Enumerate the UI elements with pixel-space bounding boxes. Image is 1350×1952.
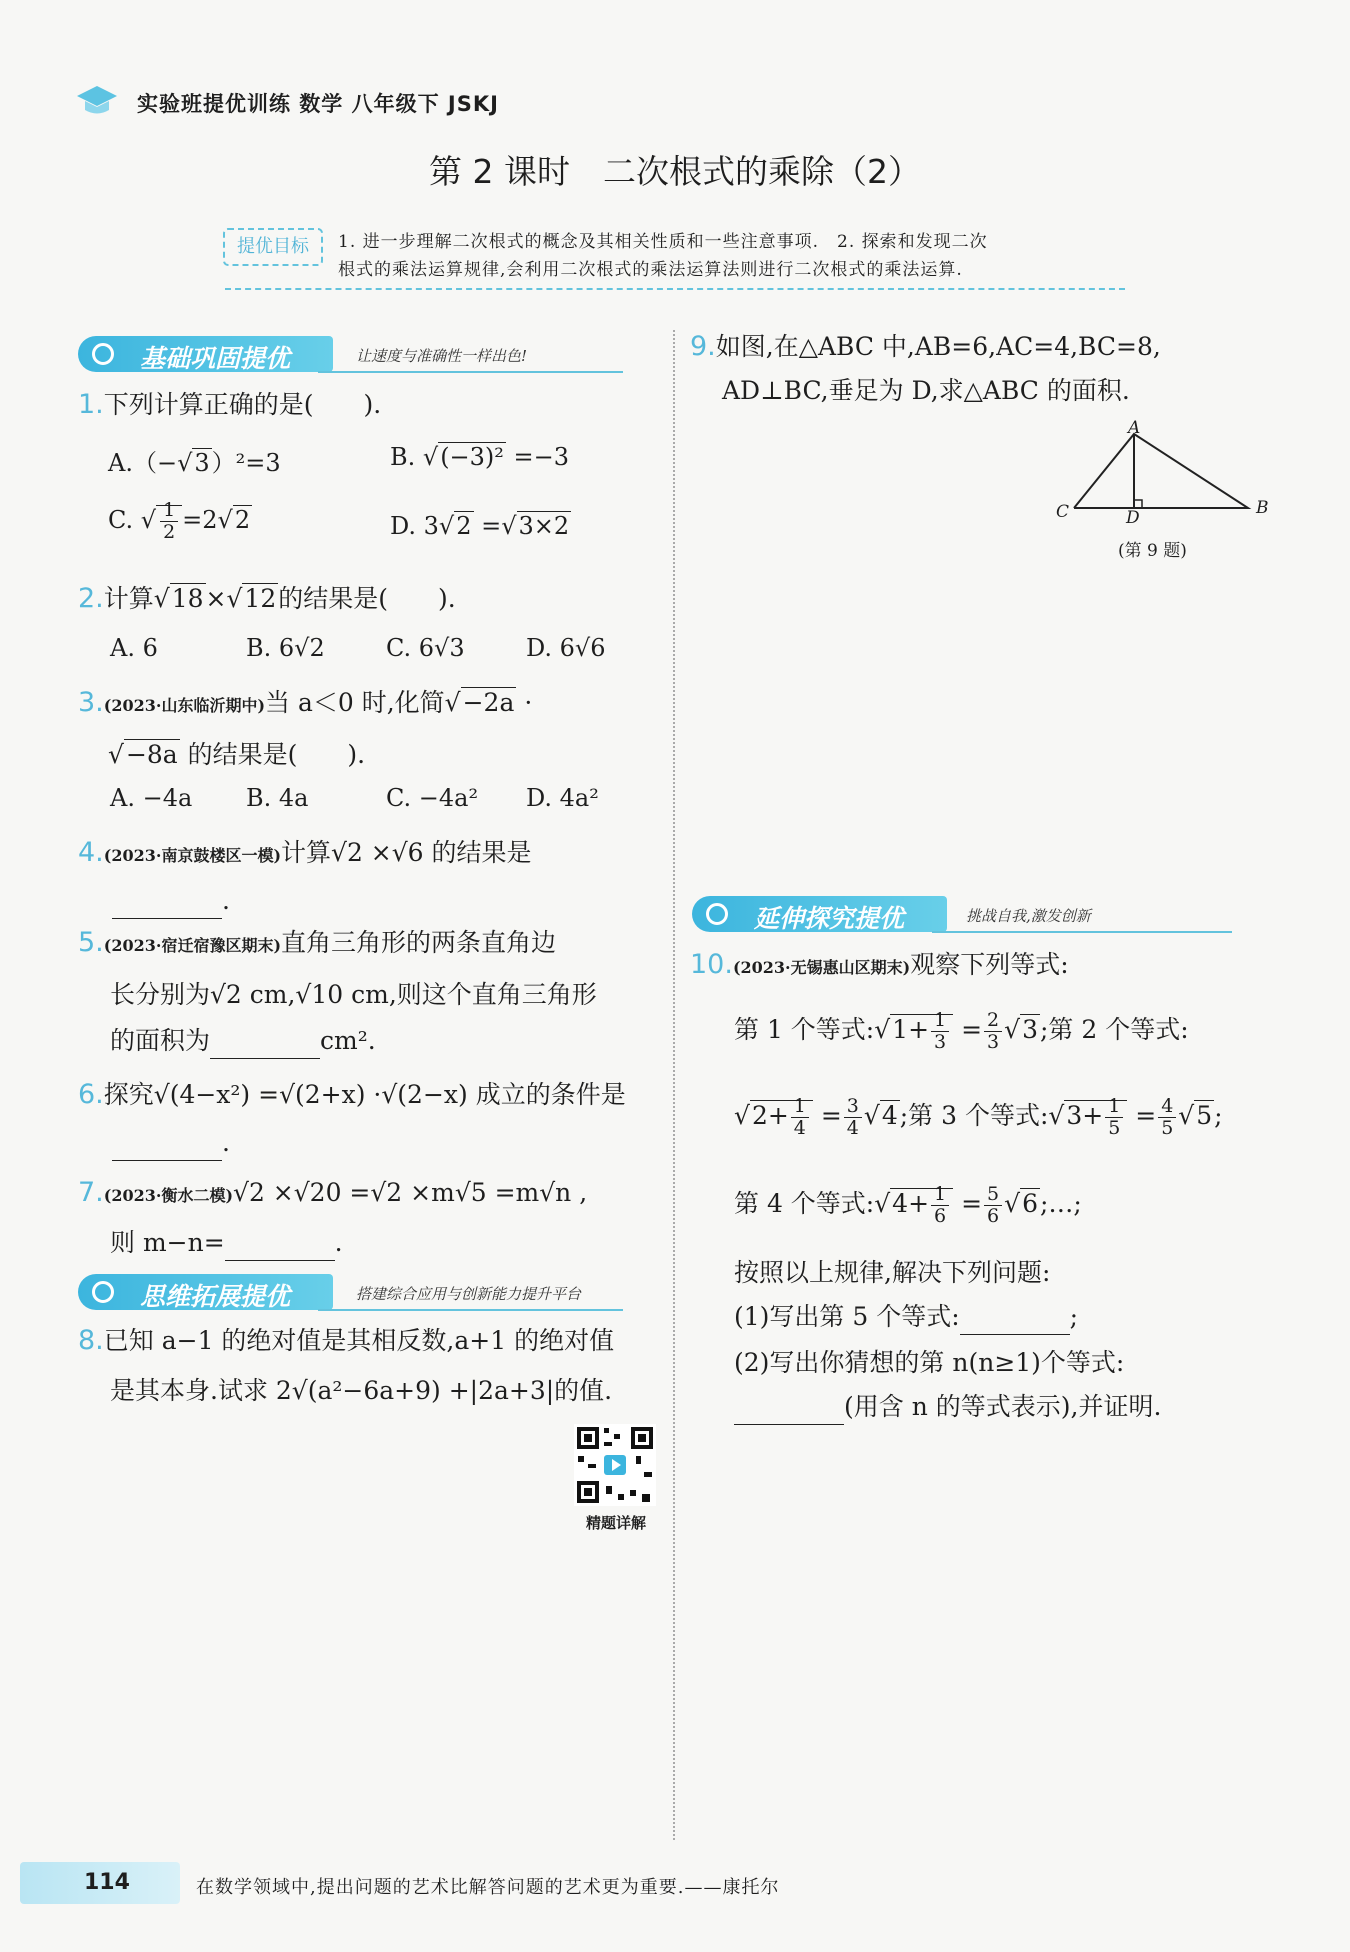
question-stem: 的面积为 [110, 1026, 211, 1055]
question-1 [78, 388, 381, 422]
equation-label: 第 1 个等式: [734, 1015, 875, 1044]
page-number: 114 [84, 1870, 130, 1895]
label-a: A [1128, 418, 1141, 438]
question-stem: 计算√2 ×√6 的结果是 [281, 838, 532, 867]
question-stem-tail: 的结果是( ). [187, 740, 366, 769]
section-basic-subtitle: 让速度与准确性一样出色! [356, 347, 528, 365]
section-extend [692, 896, 1237, 932]
question-number: 4. [78, 837, 104, 868]
objective-badge: 提优目标 [223, 228, 323, 266]
q1-option-d: D. 3√2 =√3×2 [390, 512, 570, 540]
question-5-line-2: 长分别为√2 cm,√10 cm,则这个直角三角形 [110, 980, 597, 1009]
question-number: 10. [690, 949, 733, 980]
question-stem: (1)写出第 5 个等式: [734, 1302, 960, 1331]
q2-option-a: A. 6 [110, 634, 158, 662]
question-source: (2023·南京鼓楼区一模) [103, 846, 282, 865]
question-stem: 已知 a−1 的绝对值是其相反数,a+1 的绝对值 [103, 1326, 615, 1355]
question-stem: 直角三角形的两条直角边 [281, 928, 557, 957]
question-stem: 探究√(4−x²) =√(2+x) ·√(2−x) 成立的条件是 [103, 1080, 626, 1109]
q3-option-d: D. 4a² [526, 784, 599, 812]
q5-answer-blank[interactable] [210, 1024, 320, 1059]
question-source: (2023·衡水二模) [103, 1186, 234, 1205]
q10-part-2-blank[interactable] [734, 1390, 844, 1425]
question-stem: 如图,在△ABC 中,AB=6,AC=4,BC=8, [715, 332, 1161, 361]
atom-icon [92, 1281, 114, 1303]
question-7-line-2: 则 m−n= . [110, 1226, 343, 1261]
question-5-line-3 [110, 1024, 376, 1059]
q10-part-1-blank[interactable] [960, 1300, 1070, 1335]
question-number: 6. [78, 1079, 104, 1110]
section-thinking [78, 1274, 623, 1310]
question-stem-tail: (用含 n 的等式表示),并证明. [844, 1392, 1162, 1421]
figure-caption: (第 9 题) [1118, 541, 1187, 561]
question-number: 2. [78, 583, 104, 614]
question-8-line-2: 是其本身.试求 2√(a²−6a+9) +|2a+3|的值. [110, 1376, 613, 1405]
q1-option-a: A.（−√3）²=3 [108, 449, 281, 477]
q2-option-c: C. 6√3 [386, 634, 465, 662]
question-number: 3. [78, 687, 104, 718]
question-number: 5. [78, 927, 104, 958]
section-thinking-subtitle: 搭建综合应用与创新能力提升平台 [356, 1285, 582, 1303]
question-number: 1. [78, 389, 104, 420]
equation-tail: ;…; [1039, 1189, 1082, 1218]
section-basic-title: 基础巩固提优 [140, 344, 291, 373]
section-thinking-title: 思维拓展提优 [140, 1282, 291, 1311]
question-source: (2023·无锡惠山区期末) [732, 958, 911, 977]
objective-line-1: 1. 进一步理解二次根式的概念及其相关性质和一些注意事项. 2. 探索和发现二次 [338, 232, 988, 252]
question-stem: 则 m−n= [110, 1228, 225, 1257]
question-7 [78, 1176, 587, 1213]
section-extend-title: 延伸探究提优 [754, 904, 905, 933]
question-stem: 下列计算正确的是( ). [103, 390, 382, 419]
equation-label: 第 4 个等式: [734, 1189, 875, 1218]
question-number: 9. [690, 331, 716, 362]
label-c: C [1056, 502, 1070, 522]
q1-option-b: B. √(−3)² =−3 [390, 443, 570, 471]
question-10 [690, 948, 1069, 985]
q10-equation-4: 第 4 个等式:√4+ $\frac{1}{6}$ = $\frac{5}{6}$ √6;…; [734, 1183, 1082, 1227]
question-5 [78, 926, 556, 963]
q3-option-c: C. −4a² [386, 784, 479, 812]
label-d: D [1126, 508, 1140, 528]
q3-option-a: A. −4a [110, 784, 193, 812]
question-stem: 观察下列等式: [910, 950, 1069, 979]
q1-option-c: C. √ $\frac{1}{2}$ =2√2 [108, 499, 251, 543]
question-number: 7. [78, 1177, 104, 1208]
q10-part-2-line-2 [734, 1390, 1161, 1425]
equation-label: ;第 3 个等式: [899, 1101, 1049, 1130]
equation-label: ;第 2 个等式: [1039, 1015, 1189, 1044]
question-4 [78, 836, 532, 873]
section-basic [78, 336, 623, 372]
book-title: 实验班提优训练 数学 八年级下 JSKJ [137, 92, 499, 116]
q10-equation-2-3: √2+ $\frac{1}{4}$ = $\frac{3}{4}$ √4;第 3 个等式:√3+ $\frac{1}{5}$ = $\frac{4}{5}$ √5; [734, 1095, 1223, 1139]
lesson-title: 第 2 课时 二次根式的乘除（2） [429, 152, 921, 191]
q4-answer-blank[interactable]: . [112, 884, 230, 919]
question-unit: cm². [320, 1026, 376, 1055]
rocket-icon [706, 903, 728, 925]
q3-option-b: B. 4a [246, 784, 309, 812]
q7-answer-blank[interactable] [225, 1226, 335, 1261]
column-divider [673, 330, 675, 1840]
objective-line-2: 根式的乘法运算规律,会利用二次根式的乘法运算法则进行二次根式的乘法运算. [338, 260, 963, 280]
question-stem: 当 a＜0 时,化简 [265, 688, 445, 717]
q10-rule: 按照以上规律,解决下列问题: [734, 1258, 1051, 1287]
q10-part-1: (1)写出第 5 个等式: ; [734, 1300, 1078, 1335]
question-stem: √2 ×√20 =√2 ×m√5 =m√n , [233, 1178, 588, 1207]
label-b: B [1256, 498, 1269, 518]
question-number: 8. [78, 1325, 104, 1356]
question-stem: 计算 [103, 584, 154, 613]
q2-option-b: B. 6√2 [246, 634, 325, 662]
footer-quote: 在数学领域中,提出问题的艺术比解答问题的艺术更为重要.——康托尔 [196, 1877, 780, 1898]
question-2: 2.计算√18×√12的结果是( ). [78, 583, 456, 614]
question-source: (2023·山东临沂期中) [103, 696, 266, 715]
question-3: 3.(2023·山东临沂期中)当 a＜0 时,化简√−2a · [78, 687, 533, 718]
question-stem-tail: 的结果是( ). [278, 584, 456, 613]
q10-equation-1-2: 第 1 个等式:√1+ $\frac{1}{3}$ = $\frac{2}{3}$ √3;第 2 个等式: [734, 1009, 1189, 1053]
question-6 [78, 1078, 626, 1112]
question-9 [690, 330, 1161, 364]
section-extend-subtitle: 挑战自我,激发创新 [966, 907, 1091, 925]
graduation-cap-icon [76, 84, 118, 118]
q10-part-2: (2)写出你猜想的第 n(n≥1)个等式: [734, 1348, 1125, 1377]
objective-text [338, 228, 1138, 284]
qr-caption: 精题详解 [585, 1514, 646, 1532]
q6-answer-blank[interactable]: . [112, 1126, 230, 1161]
qr-code-icon[interactable] [574, 1424, 656, 1506]
target-icon [92, 343, 114, 365]
question-source: (2023·宿迁宿豫区期末) [103, 936, 282, 955]
question-3-line-2: √−8a 的结果是( ). [108, 740, 366, 769]
triangle-figure [1050, 420, 1280, 520]
q2-option-d: D. 6√6 [526, 634, 606, 662]
question-9-line-2: AD⊥BC,垂足为 D,求△ABC 的面积. [722, 376, 1130, 405]
question-8 [78, 1324, 614, 1358]
